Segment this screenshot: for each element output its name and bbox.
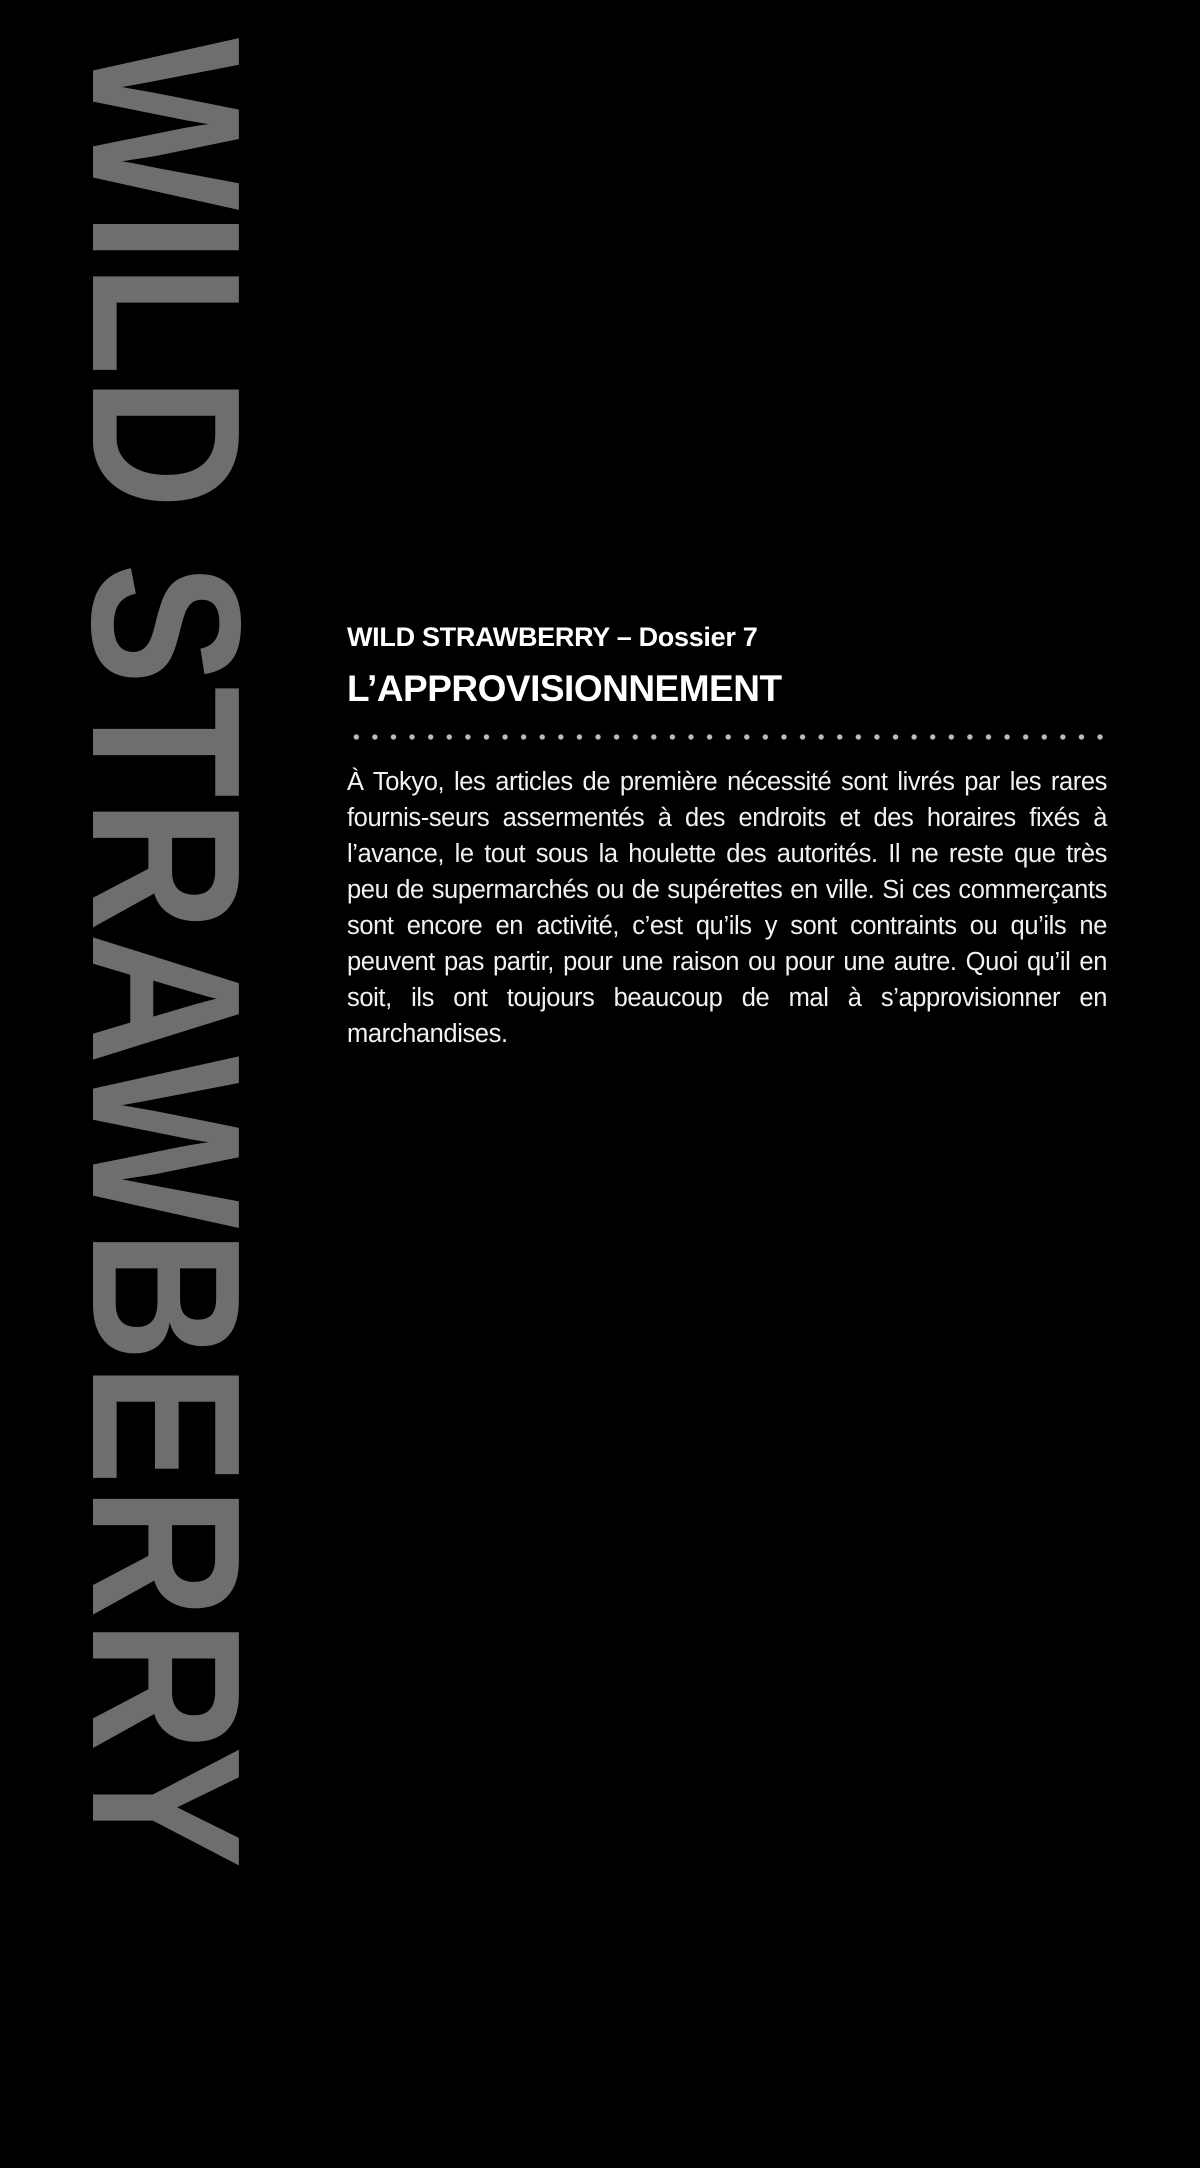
dotted-divider [347, 734, 1107, 740]
dossier-body-text: À Tokyo, les articles de première nécessité sont livrés par les rares fournis-seurs assermentés à des endroits et des horaires fixés à l’avance, le tout sous la houlette des autorités. Il ne reste que très peu de supermarchés ou de supérettes en ville. Si ces commerçants sont encore en activité, c’est qu’ils y sont contraints ou qu’ils ne peuvent pas partir, pour une raison ou pour une autre. Quoi qu’il en soit, ils ont toujours beaucoup de mal à s’approvisionner en marchandises. [347, 768, 1107, 1048]
vertical-series-title-text: WILD STRAWBERRY [48, 38, 285, 1871]
vertical-title-panel [48, 38, 285, 1871]
dossier-title: L’APPROVISIONNEMENT [347, 668, 782, 709]
dossier-block [347, 620, 1107, 1078]
dossier-header: WILD STRAWBERRY – Dossier 7 [347, 622, 758, 652]
vertical-series-title [48, 38, 285, 1871]
